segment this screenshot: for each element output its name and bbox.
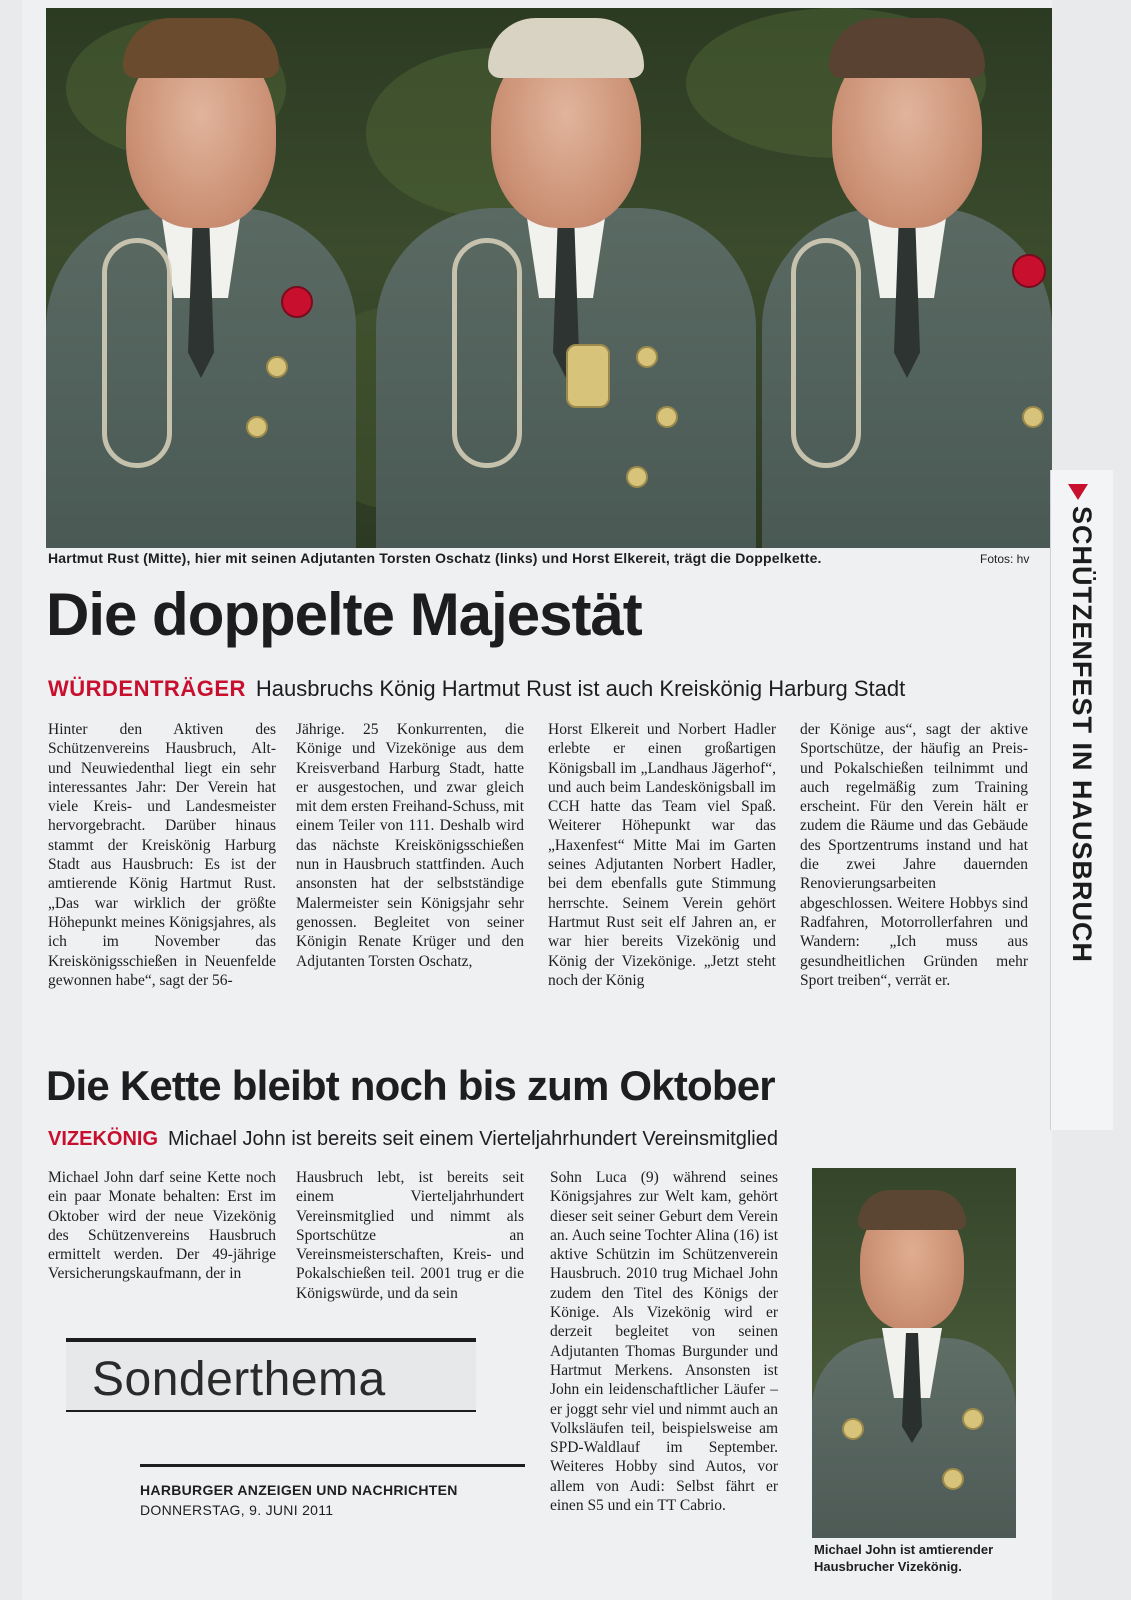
issue-date: DONNERSTAG, 9. JUNI 2011 [140, 1502, 334, 1518]
portrait-photo [812, 1168, 1016, 1538]
portrait-caption: Michael John ist amtierender Hausbrucher Vizekönig. [814, 1542, 994, 1574]
headline-article-2: Die Kette bleibt noch bis zum Oktober [46, 1062, 775, 1109]
kicker-text: Michael John ist bereits seit einem Vierteljahrhundert Vereinsmitglied [168, 1128, 778, 1150]
divider [66, 1338, 476, 1342]
photo-caption: Hartmut Rust (Mitte), hier mit seinen Adjutanten Torsten Oschatz (links) und Horst Elkereit, trägt die Doppelkette. [48, 550, 822, 566]
headline-article-1: Die doppelte Majestät [46, 581, 642, 648]
main-photo [46, 8, 1052, 548]
article-1-column-4: der Könige aus“, sagt der aktive Sportschütze, der häufig an Preis- und Pokalschießen teilnimmt und auch regelmäßig zum Training erscheint. Für den Verein hält er zudem die Räume und das Gebäude des Sportzentrums instand und hat die zwei Jahre dauernden Renovierungsarbeiten abgeschlossen. Weitere Hobbys sind Radfahren, Motorrollerfahren und Wandern: „Ich muss aus gesundheitlichen Gründen mehr Sport treiben“, verrät er. [800, 721, 1028, 989]
article-1-column-3: Horst Elkereit und Norbert Hadler erlebte er einen großartigen Königsball im „Landhaus Jägerhof“, und auch beim Landeskönigsball im CCH hatte das Team viel Spaß. Weiterer Höhepunkt war das „Haxenfest“ Mitte Mai im Garten seines Adjutanten Norbert Hadler, bei dem ebenfalls gute Stimmung herrschte. Seinem Verein gehört Hartmut Rust seit elf Jahren an, er war hier bereits Vizekönig und König der Vizekönige. „Jetzt steht noch der König [548, 721, 776, 989]
divider [66, 1410, 476, 1412]
section-banner [1050, 470, 1113, 1130]
kicker-text: Hausbruchs König Hartmut Rust ist auch Kreiskönig Harburg Stadt [255, 676, 906, 701]
newspaper-name: HARBURGER ANZEIGEN UND NACHRICHTEN [140, 1482, 458, 1498]
person-left [46, 8, 356, 548]
divider [140, 1464, 525, 1467]
photo-credit: Fotos: hv [980, 552, 1030, 566]
article-1-column-2: Jährige. 25 Konkurrenten, die Könige und Vizekönige aus dem Kreisverband Harburg Stadt, hatte er ausgestochen, und zwar gleich mit dem ersten Freihand-Schuss, mit einem Teiler von 111. Deshalb wird das nächste Kreiskönigsschießen nun in Hausbruch stattfinden. Auch ansonsten hat der selbstständige Malermeister sein Königsjahr sehr genossen. Begleitet von seiner Königin Renate Krüger und den Adjutanten Torsten Oschatz, [296, 721, 524, 970]
kicker-article-1 [48, 676, 905, 702]
kicker-article-2 [48, 1128, 778, 1151]
kicker-tag: WÜRDENTRÄGER [48, 676, 246, 701]
article-1-column-1: Hinter den Aktiven des Schützenvereins Hausbruch, Alt- und Neuwiedenthal liegt ein sehr interessantes Jahr: Der Verein hat viele Kreis- und Landesmeister hervorgebracht. Darüber hinaus stammt der Kreiskönig Harburg Stadt aus Hausbruch: Es ist der amtierende König Hartmut Rust. „Das war wirklich der größte Höhepunkt meines Königsjahres, als ich im November das Kreiskönigsschießen in Neuenfelde gewonnen habe“, sagt der 56- [48, 721, 276, 989]
article-2-column-1: Michael John darf seine Kette noch ein paar Monate behalten: Erst im Oktober wird der neue Vizekönig des Schützenvereins Hausbruch ermittelt werden. Der 49-jährige Versicherungskaufmann, der in [48, 1169, 276, 1283]
triangle-marker-icon [1068, 484, 1088, 500]
article-2-column-2: Hausbruch lebt, ist bereits seit einem Vierteljahrhundert Vereinsmitglied und nimmt als Sportschütze an Vereinsmeisterschaften, Kreis- und Pokalschießen teil. 2001 trug er die Königswürde, und da sein [296, 1169, 524, 1302]
person-center [376, 8, 756, 548]
sonderthema-label: Sonderthema [92, 1353, 386, 1406]
person-right [762, 8, 1052, 548]
article-2-column-3: Sohn Luca (9) während seines Königsjahres zur Welt kam, gehört dieser seit seiner Geburt dem Verein an. Auch seine Tochter Alina (16) ist aktive Schützin im Schützenverein Hausbruch. 2010 trug Michael John zudem den Titel des Königs der Könige. Als Vizekönig wird er derzeit begleitet von seinen Adjutanten Thomas Burgunder und Hartmut Merkens. Ansonsten ist John ein leidenschaftlicher Läufer – er joggt sehr viel und nimmt auch an Volksläufen teil, beispielsweise am SPD-Waldlauf im September. Weiteres Hobby sind Autos, vor allem von Audi: Selbst fährt er einen S5 und ein TT Cabrio. [550, 1169, 778, 1515]
kicker-tag: VIZEKÖNIG [48, 1128, 159, 1150]
section-banner-text: SCHÜTZENFEST IN HAUSBRUCH [1067, 506, 1097, 963]
